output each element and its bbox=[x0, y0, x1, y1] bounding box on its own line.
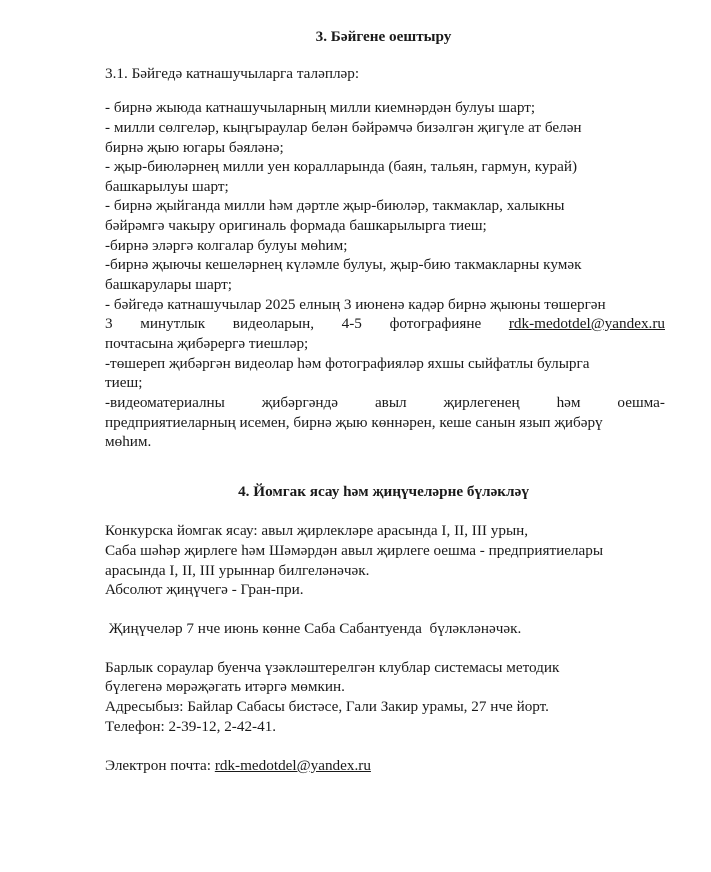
word: авыл bbox=[374, 394, 407, 411]
word: 4-5 bbox=[341, 315, 362, 332]
requirement-line: башкарулары шарт; bbox=[105, 276, 232, 293]
word: һәм bbox=[556, 394, 581, 411]
requirement-line: -бирнә җыючы кешеләрнең күләмле булуы, җыр-бию такмакларны кумәк bbox=[105, 256, 582, 273]
requirement-line: - милли сөлгеләр, кыңгыраулар белән бәйрәмчә бизәлгән җигүле ат белән bbox=[105, 119, 582, 136]
requirement-line: -бирнә эләргә колгалар булуы мөһим; bbox=[105, 237, 348, 254]
results-line: Саба шәһәр җирлеге һәм Шәмәрдән авыл җирлеге оешма - предприятиелары bbox=[105, 542, 604, 559]
word: оешма- bbox=[617, 394, 665, 411]
section-3-heading: 3. Бәйгене оештыру bbox=[315, 28, 452, 45]
requirement-line: - бирнә җыйганда милли һәм дәртле җыр-биюләр, такмаклар, халыкны bbox=[105, 197, 565, 214]
section-3-1-subheading: 3.1. Бәйгедә катнашучыларга таләпләр: bbox=[105, 65, 360, 82]
requirement-line: тиеш; bbox=[105, 374, 143, 391]
address-line: Адресыбыз: Байлар Сабасы бистәсе, Гали Закир урамы, 27 нче йорт. bbox=[105, 698, 549, 715]
results-line: арасында I, II, III урыннар билгеләнәчәк. bbox=[105, 562, 370, 579]
requirement-line: - җыр-биюләрнең милли уен коралларында (баян, тальян, гармун, курай) bbox=[105, 158, 578, 175]
requirement-line: бирнә җыю югары бәяләнә; bbox=[105, 139, 284, 156]
requirement-line: мөһим. bbox=[105, 433, 152, 450]
word: җирлегенең bbox=[443, 394, 520, 411]
contact-line: Барлык сораулар буенча үзәкләштерелгән клублар системасы методик bbox=[105, 659, 560, 676]
requirement-line: - бирнә жыюда катнашучыларның милли киемнәрдән булуы шарт; bbox=[105, 99, 536, 116]
section-4-heading: 4. Йомгак ясау һәм җиңүчеләрне бүләкләү bbox=[238, 483, 529, 500]
email-label: Электрон почта: bbox=[105, 757, 215, 774]
word: минутлык bbox=[140, 315, 206, 332]
phone-line: Телефон: 2-39-12, 2-42-41. bbox=[105, 718, 277, 735]
requirement-line: - бәйгедә катнашучылар 2025 елның 3 июненә кадәр бирнә җыюны төшергән bbox=[105, 296, 606, 313]
requirement-justified-line bbox=[105, 393, 665, 413]
word: -видеоматериалны bbox=[105, 394, 225, 411]
word: 3 bbox=[105, 315, 113, 332]
email-link[interactable]: rdk-medotdel@yandex.ru bbox=[214, 757, 371, 774]
email-link[interactable]: rdk-medotdel@yandex.ru bbox=[508, 315, 665, 332]
requirement-line: почтасына җибәрергә тиешләр; bbox=[105, 335, 309, 352]
requirement-line: башкарылуы шарт; bbox=[105, 178, 229, 195]
word: видеоларын, bbox=[232, 315, 314, 332]
requirement-line: бәйрәмгә чакыру оригиналь формада башкарылырга тиеш; bbox=[105, 217, 487, 234]
requirement-line: -төшереп җибәргән видеолар һәм фотографияләр яхшы сыйфатлы булырга bbox=[105, 355, 590, 372]
word: җибәргәндә bbox=[261, 394, 339, 411]
requirement-line: предприятиеларның исемен, бирнә җыю көннәрен, кеше санын язып җибәрү bbox=[105, 414, 603, 431]
contact-line: бүлегенә мөрәҗәгать итәргә мөмкин. bbox=[105, 678, 345, 695]
requirement-justified-line bbox=[105, 314, 665, 334]
word: фотографияне bbox=[389, 315, 482, 332]
results-line: Абсолют җиңүчегә - Гран-при. bbox=[105, 581, 304, 598]
email-line bbox=[105, 756, 371, 776]
results-line: Конкурска йомгак ясау: авыл җирлекләре арасында I, II, III урын, bbox=[105, 522, 529, 539]
award-line: Җиңүчеләр 7 нче июнь көнне Саба Сабантуенда бүләкләнәчәк. bbox=[105, 620, 522, 637]
